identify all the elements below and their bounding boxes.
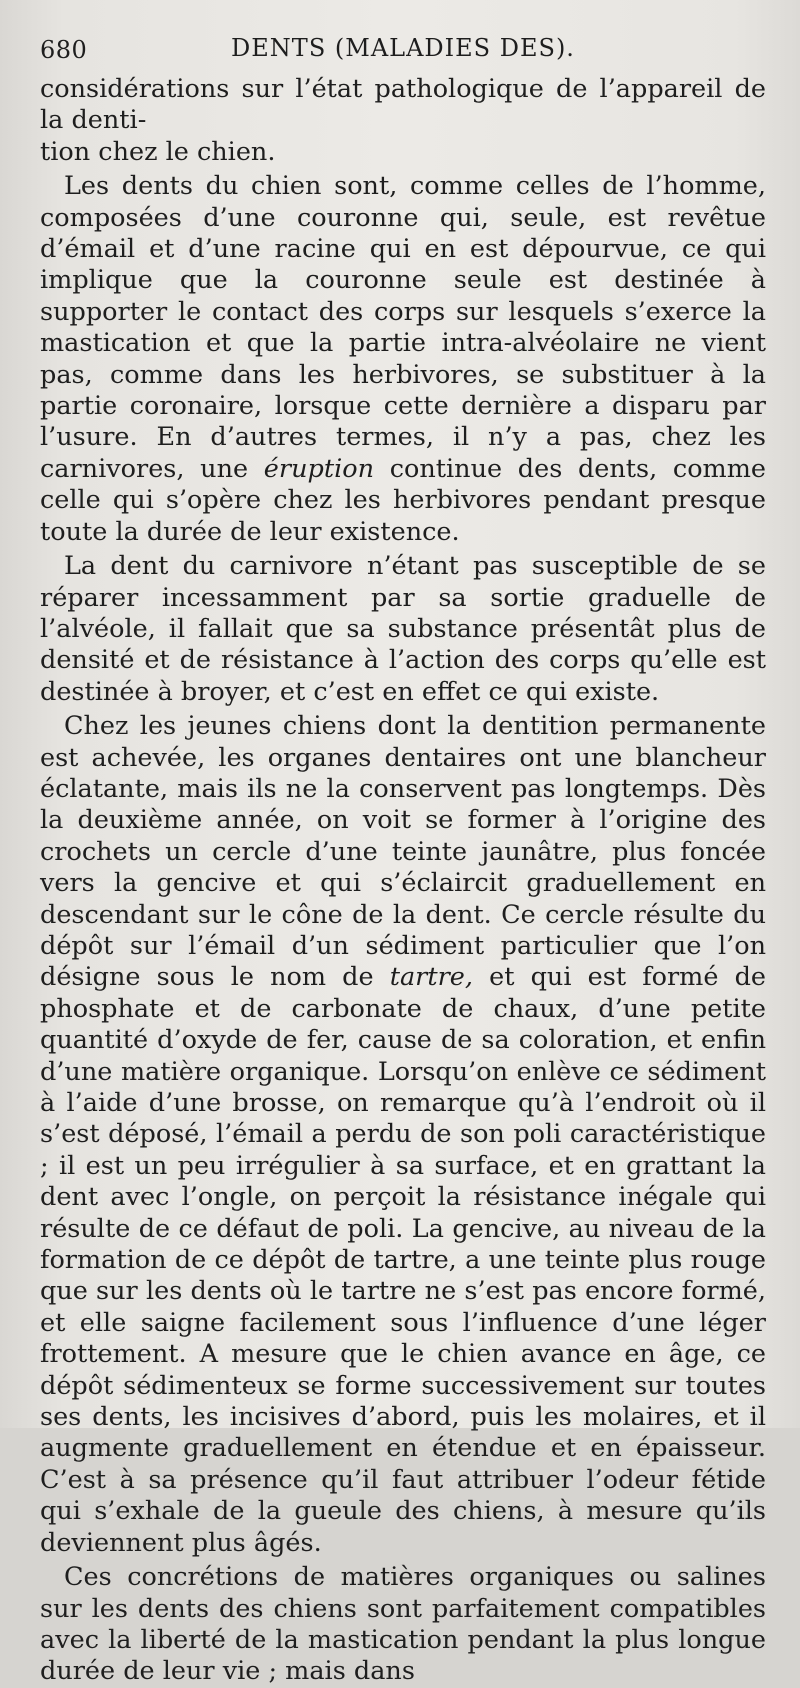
italic-term-tartre: tartre, <box>389 962 473 993</box>
paragraph-continuation <box>40 74 766 168</box>
text-run: Ces concrétions de matières organiques ou salines sur les dents des chiens sont parfaitement compatibles avec la liberté de la mastication pendant la plus longue durée de leur vie ; mais dans <box>40 1562 766 1687</box>
text-run: La dent du carnivore n’étant pas susceptible de se réparer incessamment par sa sortie graduelle de l’alvéole, il fallait que sa substance présentât plus de densité et de résistance à l’action des corps qu’elle est destinée à broyer, et c’est en effet ce qui existe. <box>40 551 766 707</box>
paragraph-crown-and-root <box>40 171 766 548</box>
paragraph-density <box>40 551 766 708</box>
body-text <box>40 74 766 1688</box>
page-header <box>40 28 766 68</box>
text-run: Chez les jeunes chiens dont la dentition permanente est achevée, les organes dentaires ont une blancheur éclatante, mais ils ne la conservent pas longtemps. Dès la deuxième année, on voit se former à l’origine des crochets un cercle d’une teinte jaunâtre, plus foncée vers la gencive et qui s’éclaircit graduellement en descendant sur le cône de la dent. Ce cercle résulte du dépôt sur l’émail d’un sédiment particulier que l’on désigne sous le nom de <box>40 711 766 993</box>
italic-term-eruption: éruption <box>263 453 375 484</box>
text-run: et qui est formé de phosphate et de carbonate de chaux, d’une petite quantité d’oxyde de fer, cause de sa coloration, et enfin d’une matière organique. Lorsqu’on enlève ce sédiment à l’aide d’une brosse, on remarque qu’à l’endroit où il s’est déposé, l’émail a perdu de son poli caractéristique ; il est un peu irrégulier à sa surface, et en grattant la dent avec l’ongle, on perçoit la résistance inégale qui résulte de ce défaut de poli. La gencive, au niveau de la formation de ce dépôt de tartre, a une teinte plus rouge que sur les dents où le tartre ne s’est pas encore formé, et elle saigne facilement sous l’influence d’une léger frottement. A mesure que le chien avance en âge, ce dépôt sédimenteux se forme successivement sur toutes ses dents, les incisives d’abord, puis les molaires, et il augmente graduellement en étendue et en épaisseur. C’est à sa présence qu’il faut attribuer l’odeur fétide qui s’exhale de la gueule des chiens, à mesure qu’ils deviennent plus âgés. <box>40 962 766 1558</box>
paragraph-concretions <box>40 1562 766 1688</box>
paragraph-tartar <box>40 711 766 1559</box>
page-number: 680 <box>40 36 88 64</box>
text-run: continue des dents, comme celle qui s’opère chez les herbivores pendant presque toute la durée de leur existence. <box>40 453 766 547</box>
text-line: tion chez le chien. <box>40 136 276 167</box>
text-run: Les dents du chien sont, comme celles de l’homme, composées d’une couronne qui, seule, est revêtue d’émail et d’une racine qui en est dépourvue, ce qui implique que la couronne seule est destinée à supporter le contact des corps sur lesquels s’exerce la mastication et que la partie intra-alvéolaire ne vient pas, comme dans les herbivores, se substituer à la partie coronaire, lorsque cette dernière a disparu par l’usure. En d’autres termes, il n’y a pas, chez les carnivores, une <box>40 171 766 484</box>
text-line: considérations sur l’état pathologique de l’appareil de la denti- <box>40 74 766 136</box>
running-title: DENTS (MALADIES DES). <box>231 34 575 62</box>
